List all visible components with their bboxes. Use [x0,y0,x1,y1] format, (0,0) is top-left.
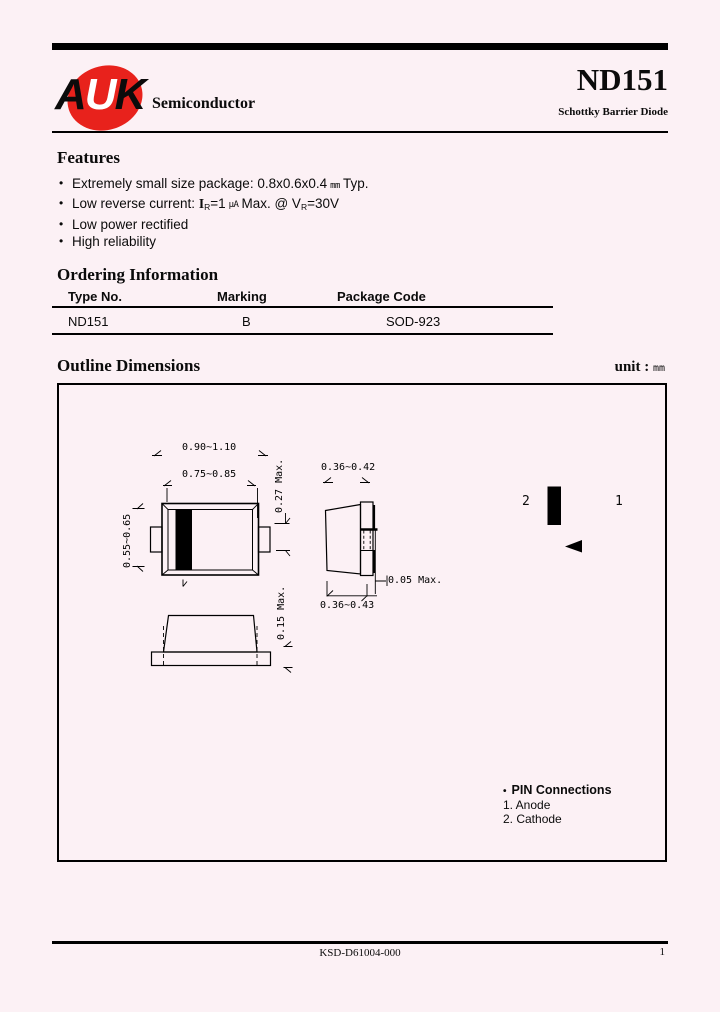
bullet-icon: • [59,216,64,231]
side-base [152,652,271,666]
pin2-connection: 2. Cathode [503,811,562,826]
brand-wordmark: Semiconductor [152,95,256,112]
pin-connections-block [503,784,612,826]
cathode-band [176,510,193,570]
outline-drawing-box [57,383,667,862]
dim-package-height: 0.15 Max. [276,585,287,640]
cell-package-code: SOD-923 [386,314,441,329]
outline-heading: Outline Dimensions [57,356,201,375]
pin1-label: 1 [615,494,623,509]
right-lead-tab [259,527,271,552]
col-package-code: Package Code [337,289,426,304]
pin1-connection: 1. Anode [503,797,551,812]
left-lead-tab [151,527,163,552]
end-view-drawing [326,502,378,576]
logo-letter-u: U [84,70,115,119]
dim-overall-width: 0.90~1.10 [182,442,237,453]
features-list [59,175,368,250]
polarity-arrow-icon [565,540,582,553]
table-bottom-rule [52,333,553,335]
dim-body-width: 0.75~0.85 [182,469,237,480]
part-number-title: ND151 [576,62,668,97]
document-code: KSD-D61004-000 [319,947,401,959]
col-type-no: Type No. [68,289,122,304]
logo-letter-k: K [114,70,145,119]
dim-lead-width-bottom: 0.36~0.43 [320,600,375,611]
ua-unit: μA [228,200,239,211]
features-heading: Features [57,148,120,167]
side-view-drawing [152,616,271,666]
dim-body-depth: 0.55~0.65 [122,513,133,568]
bullet-icon: • [503,786,507,797]
device-type-subtitle: Schottky Barrier Diode [558,106,668,118]
ordering-heading: Ordering Information [57,265,219,284]
feature-item-reliability [59,233,368,250]
page-number: 1 [659,946,665,958]
brand-logo-letters [55,70,144,120]
feature-item-low-power [59,216,368,233]
cell-type-no: ND151 [68,314,109,329]
table-header-rule [52,306,553,308]
dim-standoff: 0.05 Max. [388,575,443,586]
bullet-icon: • [59,234,64,249]
end-view-dimension-marks [323,478,387,602]
hidden-lines [164,626,258,665]
logo-letter-a: A [55,70,85,119]
feature-text: Low power rectified [72,216,189,232]
feature-text: Extremely small size package: 0.8x0.6x0.4 mm Typ. [72,176,369,191]
hidden-lines [364,531,370,551]
feature-text: Low reverse current: $I_R=1$ μA Max. @ $V_R=30V$ [72,195,339,212]
footer-rule [52,941,668,944]
feature-text: High reliability [72,234,157,250]
dim-lead-width-top: 0.36~0.42 [321,462,376,473]
cell-marking: B [242,314,251,329]
mm-unit: mm [330,180,340,191]
bullet-icon: • [59,195,64,210]
marking-diagram [548,487,583,553]
end-body [326,505,361,575]
unit-label: unit : mm [614,359,665,375]
bullet-icon: • [59,176,64,190]
pin2-label: 2 [522,494,530,509]
feature-item-size [59,175,368,195]
side-body [164,616,258,653]
top-rule [52,43,668,50]
unit-value: mm [652,363,665,374]
end-lead [361,502,374,576]
pin-connections-heading: • PIN Connections [503,783,612,797]
cathode-band-mark [548,487,562,526]
col-marking: Marking [217,289,267,304]
dim-lead-height: 0.27 Max. [274,458,285,513]
feature-item-reverse-current [59,195,368,216]
side-view-dimension-marks [284,642,293,673]
header-rule [52,131,668,133]
top-view-drawing [151,504,271,576]
